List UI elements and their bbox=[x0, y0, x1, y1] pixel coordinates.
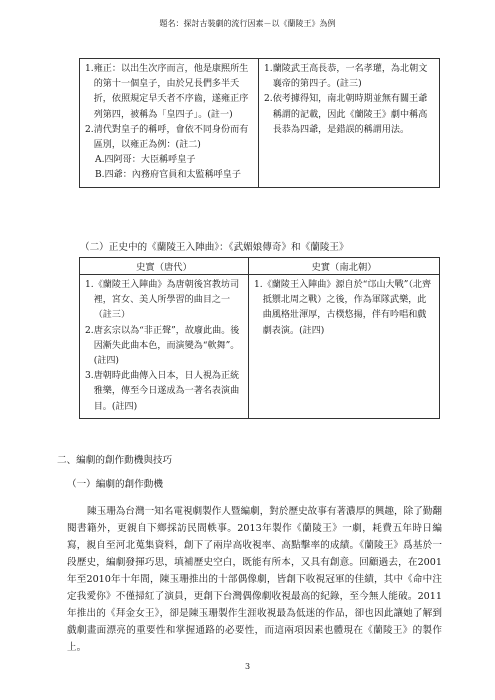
subsection-title: （一）編劇的創作動機 bbox=[67, 479, 163, 490]
sub-list-item: A. 四阿哥：大臣稱呼皇子 bbox=[85, 153, 253, 168]
list-item: 2. 唐玄宗以為“非正聲”，故廢此曲。後因漸失此曲本色，而演變為“軟舞”。(註四) bbox=[85, 324, 243, 370]
body-paragraph: 陳玉珊為台灣一知名電視劇製作人暨編劇，對於歷史故事有著濃厚的興趣，除了勤翻閱書籍外，更親自下鄉採訪民間軼事。2013年製作《蘭陵王》一劇，耗費五年時日編寫，親自至河北蒐集資料，創下了兩岸高收視率、高點擊率的成績。《蘭陵王》爲基於一段歷史，編劇發揮巧思，填補歷史空白，既能有所本，又具有創意。回顧過去，在2001年至2010年十年間，陳玉珊推出的十部偶像劇，皆創下收視冠軍的佳績，其中《命中注定我愛你》不僅掃紅了演員，更創下台灣偶像劇收視最高的紀錄，至今無人能破。2011年推出的《拜金女王》，卻是陳玉珊製作生涯收視最為低迷的作品，卻也因此讓她了解到戲劇畫面漂亮的重要性和掌握通路的必要性，而這兩項因素也體現在《蘭陵王》的製作上。 bbox=[67, 506, 442, 653]
comparison-table-titles bbox=[79, 58, 440, 188]
section-heading: （二）正史中的《蘭陵王入陣曲》：《武媚娘傳奇》和《蘭陵王》 bbox=[80, 242, 349, 253]
table2-left-cell bbox=[80, 275, 249, 419]
section-title: 二、編劇的創作動機與技巧 bbox=[57, 455, 173, 466]
list-item: 1. 《蘭陵王入陣曲》為唐朝後宮教坊司裡，宮女、美人所學習的曲目之一（註三） bbox=[85, 278, 243, 324]
list-item: 1. 蘭陵武王高長恭，一名孝瓘，為北朝文襄帝的第四子。(註三) bbox=[264, 62, 434, 92]
list-item-text: 蘭陵武王高長恭，一名孝瓘，為北朝文襄帝的第四子。(註三) bbox=[272, 64, 428, 90]
list-item-text: 《蘭陵王入陣曲》為唐朝後宮教坊司裡，宮女、美人所學習的曲目之一（註三） bbox=[93, 280, 240, 321]
sub-list-item-text: 四阿哥：大臣稱呼皇子 bbox=[104, 155, 196, 166]
list-item: 1. 《蘭陵王入陣曲》源自於“邙山大戰”（北齊抵禦北周之戰）之後，作為軍隊武樂，此曲風格壯渾厚，古樸悠揚，伴有吟唱和戲劇表演。(註四) bbox=[254, 278, 434, 339]
list-item-text: 唐朝時此曲傳入日本，日人視為正統雅樂，傳至今日遂成為一著名表演曲目。(註四) bbox=[93, 371, 240, 412]
table1-right-cell bbox=[259, 59, 440, 188]
list-item: 2. 清代對皇子的稱呼，會依不同身份而有區別，以雍正為例：(註二) bbox=[85, 123, 253, 153]
sub-list-item-text: 四爺：內務府官員和太監稱呼皇子 bbox=[104, 170, 241, 181]
list-item-text: 《蘭陵王入陣曲》源自於“邙山大戰”（北齊抵禦北周之戰）之後，作為軍隊武樂，此曲風格壯渾厚，古樸悠揚，伴有吟唱和戲劇表演。(註四) bbox=[262, 280, 432, 336]
page-header: 題名：探討古裝劇的流行因素－以《蘭陵王》為例 bbox=[159, 19, 336, 28]
sub-list-item: B. 四爺：內務府官員和太監稱呼皇子 bbox=[85, 168, 253, 183]
list-item-text: 清代對皇子的稱呼，會依不同身份而有區別，以雍正為例：(註二) bbox=[93, 124, 249, 151]
table-header-nanbei: 史實（南北朝） bbox=[249, 258, 440, 275]
list-item-text: 雍正：以出生次序而言，他是康熙所生的第十一個皇子，由於兄長們多半夭折，依照規定早夭者不序齒，遂雍正序列第四，被稱為「皇四子」。(註一) bbox=[93, 64, 249, 120]
list-item: 3. 唐朝時此曲傳入日本，日人視為正統雅樂，傳至今日遂成為一著名表演曲目。(註四) bbox=[85, 369, 243, 415]
page-number: 3 bbox=[244, 662, 251, 671]
list-item-text: 唐玄宗以為“非正聲”，故廢此曲。後因漸失此曲本色，而演變為“軟舞”。(註四) bbox=[93, 325, 240, 367]
list-item-text: 依考據得知，南北朝時期並無有關王爺稱謂的記載，因此《蘭陵王》劇中稱高長恭為四爺，是錯誤的稱謂用法。 bbox=[272, 94, 428, 135]
table-header-tang: 史實（唐代） bbox=[80, 258, 249, 275]
table2-right-cell bbox=[249, 275, 440, 419]
list-item: 1. 雍正：以出生次序而言，他是康熙所生的第十一個皇子，由於兄長們多半夭折，依照規定早夭者不序齒，遂雍正序列第四，被稱為「皇四子」。(註一) bbox=[85, 62, 253, 123]
comparison-table-music bbox=[79, 257, 440, 419]
list-item: 2. 依考據得知，南北朝時期並無有關王爺稱謂的記載，因此《蘭陵王》劇中稱高長恭為四爺，是錯誤的稱謂用法。 bbox=[264, 92, 434, 138]
table1-left-cell bbox=[80, 59, 259, 188]
